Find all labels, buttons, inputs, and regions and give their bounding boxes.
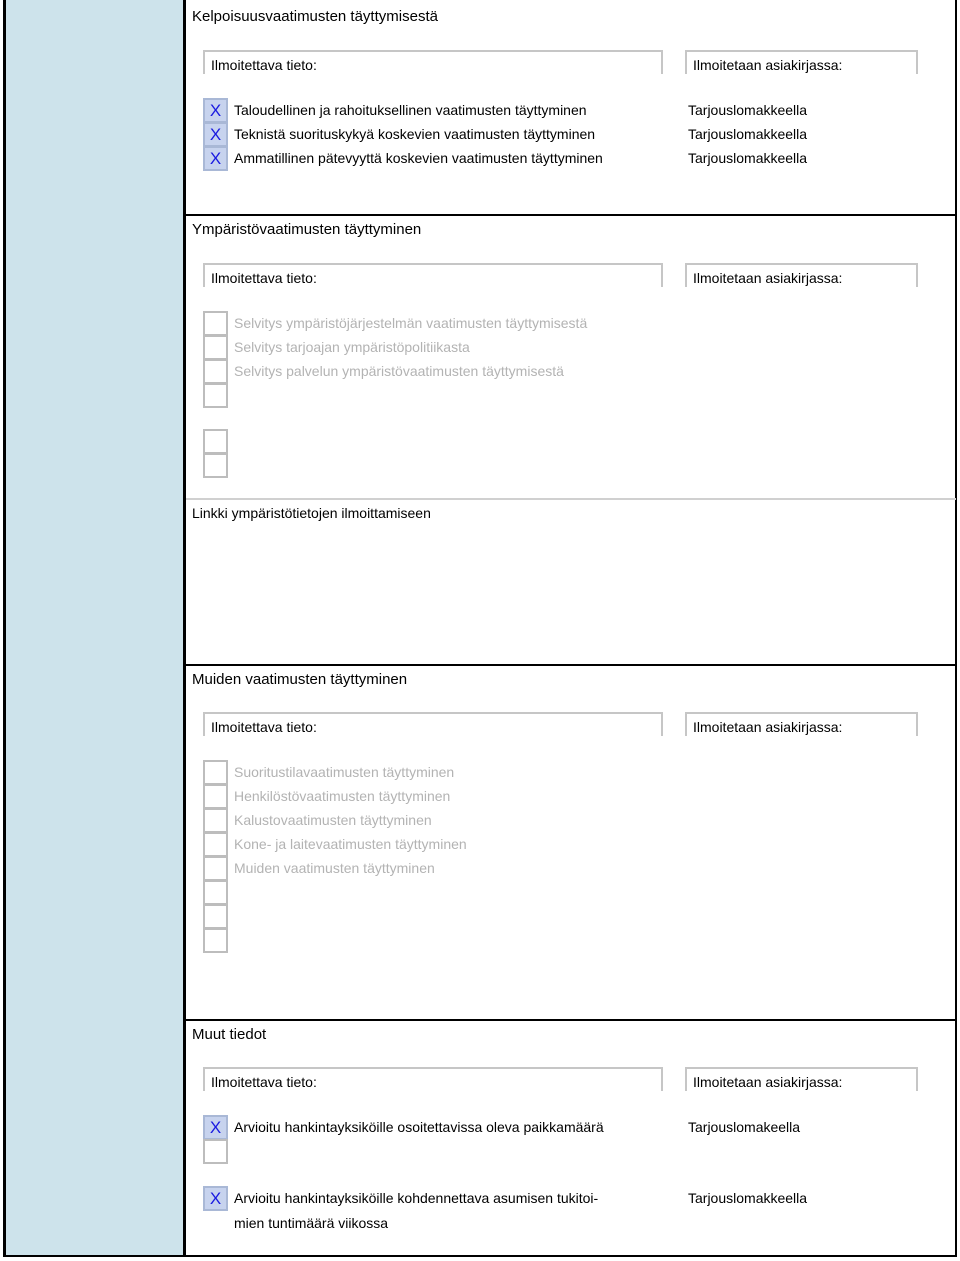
checkbox-support-hours[interactable] bbox=[203, 1186, 228, 1211]
column-header-document: Ilmoitetaan asiakirjassa: bbox=[685, 1067, 918, 1091]
checkbox-facilities[interactable] bbox=[203, 760, 228, 785]
section-divider bbox=[184, 664, 956, 666]
checkbox-env-empty[interactable] bbox=[203, 383, 228, 408]
item-label: Taloudellinen ja rahoituksellinen vaatimusten täyttyminen bbox=[234, 102, 587, 118]
link-environment-info-title: Linkki ympäristötietojen ilmoittamiseen bbox=[192, 505, 431, 521]
checkbox-env-empty[interactable] bbox=[203, 453, 228, 478]
checkbox-financial[interactable] bbox=[203, 98, 228, 123]
checkbox-empty[interactable] bbox=[203, 928, 228, 953]
item-label: Kalustovaatimusten täyttyminen bbox=[234, 812, 432, 828]
item-label: Ammatillinen pätevyyttä koskevien vaatimusten täyttyminen bbox=[234, 150, 603, 166]
section-title-other-info: Muut tiedot bbox=[192, 1026, 267, 1043]
item-document: Tarjouslomakeella bbox=[688, 1119, 801, 1135]
item-label-line2: mien tuntimäärä viikossa bbox=[234, 1215, 389, 1231]
checkbox-env-system[interactable] bbox=[203, 311, 228, 336]
section-title-eligibility: Kelpoisuusvaatimusten täyttymisestä bbox=[192, 8, 438, 25]
item-label-line1: Arvioitu hankintayksiköille kohdennettava asumisen tukitoi- bbox=[234, 1190, 599, 1206]
item-label: Selvitys ympäristöjärjestelmän vaatimusten täyttymisestä bbox=[234, 315, 588, 331]
column-header-document: Ilmoitetaan asiakirjassa: bbox=[685, 263, 918, 287]
checkbox-empty[interactable] bbox=[203, 1139, 228, 1164]
item-label: Henkilöstövaatimusten täyttyminen bbox=[234, 788, 451, 804]
check-mark-icon: X bbox=[209, 125, 222, 144]
item-label: Teknistä suorituskykyä koskevien vaatimusten täyttyminen bbox=[234, 126, 596, 142]
checkbox-machinery[interactable] bbox=[203, 832, 228, 857]
checkbox-env-empty[interactable] bbox=[203, 429, 228, 454]
item-label: Arvioitu hankintayksiköille osoitettavissa oleva paikkamäärä bbox=[234, 1119, 604, 1135]
column-header-info: Ilmoitettava tieto: bbox=[203, 50, 663, 74]
item-label: Selvitys tarjoajan ympäristöpolitiikasta bbox=[234, 339, 470, 355]
item-label: Selvitys palvelun ympäristövaatimusten täyttymisestä bbox=[234, 363, 564, 379]
column-header-info: Ilmoitettava tieto: bbox=[203, 712, 663, 736]
check-mark-icon: X bbox=[209, 1118, 222, 1137]
item-label: Kone- ja laitevaatimusten täyttyminen bbox=[234, 836, 467, 852]
left-sidebar-panel bbox=[6, 0, 184, 1255]
vertical-divider bbox=[183, 0, 186, 1257]
subsection-divider bbox=[186, 498, 956, 500]
checkbox-personnel[interactable] bbox=[203, 784, 228, 809]
checkbox-other[interactable] bbox=[203, 856, 228, 881]
item-document: Tarjouslomakkeella bbox=[688, 126, 808, 142]
checkbox-professional[interactable] bbox=[203, 146, 228, 171]
column-header-document: Ilmoitetaan asiakirjassa: bbox=[685, 50, 918, 74]
section-title-other-requirements: Muiden vaatimusten täyttyminen bbox=[192, 671, 408, 688]
section-divider bbox=[184, 214, 956, 216]
checkbox-empty[interactable] bbox=[203, 904, 228, 929]
item-document: Tarjouslomakkeella bbox=[688, 1190, 808, 1206]
checkbox-places[interactable] bbox=[203, 1115, 228, 1140]
item-label: Muiden vaatimusten täyttyminen bbox=[234, 860, 435, 876]
column-header-document: Ilmoitetaan asiakirjassa: bbox=[685, 712, 918, 736]
check-mark-icon: X bbox=[209, 149, 222, 168]
section-title-environment: Ympäristövaatimusten täyttyminen bbox=[192, 221, 422, 238]
check-mark-icon: X bbox=[209, 1189, 222, 1208]
checkbox-equipment[interactable] bbox=[203, 808, 228, 833]
column-header-info: Ilmoitettava tieto: bbox=[203, 263, 663, 287]
checkbox-empty[interactable] bbox=[203, 880, 228, 905]
item-document: Tarjouslomakkeella bbox=[688, 150, 808, 166]
checkbox-technical[interactable] bbox=[203, 122, 228, 147]
check-mark-icon: X bbox=[209, 101, 222, 120]
column-header-info: Ilmoitettava tieto: bbox=[203, 1067, 663, 1091]
checkbox-env-policy[interactable] bbox=[203, 335, 228, 360]
item-document: Tarjouslomakkeella bbox=[688, 102, 808, 118]
item-label: Suoritustilavaatimusten täyttyminen bbox=[234, 764, 455, 780]
section-divider bbox=[184, 1019, 956, 1021]
checkbox-env-service[interactable] bbox=[203, 359, 228, 384]
